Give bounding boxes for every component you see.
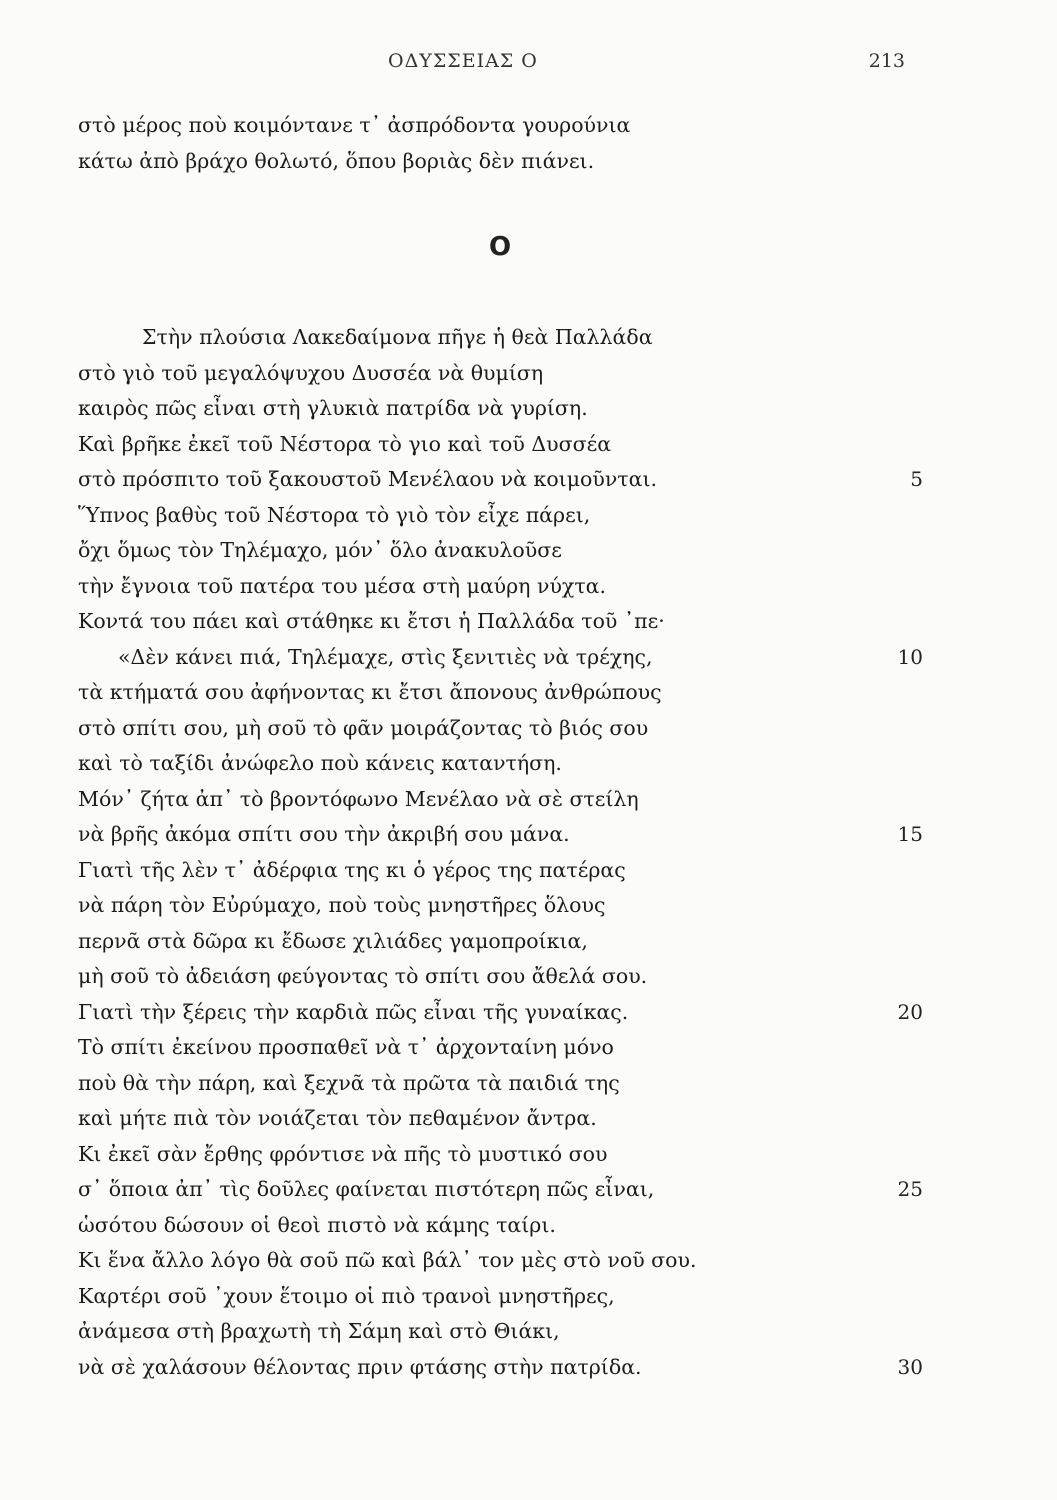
verse-line: [78, 320, 923, 356]
verse-text: ἀνάμεσα στὴ βραχωτὴ τὴ Σάμη καὶ στὸ Θιάκι,: [78, 1319, 560, 1343]
verse-text: «Δὲν κάνει πιά, Τηλέμαχε, στὶς ξενιτιὲς νὰ τρέχης,: [118, 644, 653, 669]
verse-line: [78, 746, 923, 782]
verse-line: [78, 356, 923, 392]
verse-line: [78, 604, 923, 640]
verse-block: [78, 320, 923, 1385]
verse-text: νὰ πάρη τὸν Εὐρύμαχο, ποὺ τοὺς μνηστῆρες ὅλους: [78, 893, 606, 917]
verse-text: στὸ γιὸ τοῦ μεγαλόψυχου Δυσσέα νὰ θυμίση: [78, 360, 544, 385]
line-number: 10: [897, 644, 923, 669]
verse-line: [78, 1101, 923, 1137]
verse-text: Κι ἐκεῖ σὰν ἔρθης φρόντισε νὰ πῆς τὸ μυστικό σου: [78, 1141, 608, 1166]
verse-line: [78, 1208, 923, 1244]
verse-text: Τὸ σπίτι ἐκείνου προσπαθεῖ νὰ τ᾽ ἀρχονταίνη μόνο: [78, 1035, 614, 1059]
carry-over-lines: [78, 108, 898, 179]
verse-text: κάτω ἀπὸ βράχο θολωτό, ὅπου βοριὰς δὲν πιάνει.: [78, 148, 595, 173]
verse-text: Καρτέρι σοῦ ᾽χουν ἕτοιμο οἱ πιὸ τρανοὶ μνηστῆρες,: [78, 1283, 615, 1308]
verse-line: [78, 640, 923, 676]
verse-line: [78, 1243, 923, 1279]
running-header: [0, 50, 1057, 80]
verse-line: [78, 533, 923, 569]
verse-line: [78, 391, 923, 427]
verse-text: σ᾽ ὅποια ἀπ᾽ τὶς δοῦλες φαίνεται πιστότερη πῶς εἶναι,: [78, 1177, 655, 1201]
line-number: 20: [897, 999, 923, 1024]
verse-line: [78, 782, 923, 818]
verse-text: ὡσότου δώσουν οἱ θεοὶ πιστὸ νὰ κάμης ταίρι.: [78, 1212, 556, 1237]
verse-line: [78, 1030, 923, 1066]
book-heading-letter: Ο: [488, 232, 512, 262]
verse-text: Κοντά του πάει καὶ στάθηκε κι ἔτσι ἡ Παλλάδα τοῦ ᾽πε·: [78, 609, 665, 633]
verse-text: Στὴν πλούσια Λακεδαίμονα πῆγε ἡ θεὰ Παλλάδα: [142, 325, 653, 349]
verse-line: [78, 1066, 923, 1102]
verse-text: Γιατὶ τῆς λὲν τ᾽ ἀδέρφια της κι ὁ γέρος της πατέρας: [78, 857, 626, 882]
verse-text: Κι ἕνα ἄλλο λόγο θὰ σοῦ πῶ καὶ βάλ᾽ τον μὲς στὸ νοῦ σου.: [78, 1248, 697, 1272]
line-number: 15: [897, 822, 923, 846]
verse-text: στὸ μέρος ποὺ κοιμόντανε τ᾽ ἀσπρόδοντα γουρούνια: [78, 113, 631, 137]
verse-line: [78, 1172, 923, 1208]
verse-line: [78, 108, 898, 144]
verse-line: [78, 959, 923, 995]
running-title: ΟΔΥΣΣΕΙΑΣ Ο: [388, 50, 538, 72]
verse-line: [78, 498, 923, 534]
verse-text: στὸ σπίτι σου, μὴ σοῦ τὸ φᾶν μοιράζοντας τὸ βιός σου: [78, 715, 649, 740]
verse-text: καὶ τὸ ταξίδι ἀνώφελο ποὺ κάνεις καταντήση.: [78, 751, 562, 775]
verse-line: [78, 888, 923, 924]
verse-text: τὰ κτήματά σου ἀφήνοντας κι ἔτσι ἄπονους ἀνθρώπους: [78, 680, 662, 704]
verse-text: καιρὸς πῶς εἶναι στὴ γλυκιὰ πατρίδα νὰ γυρίση.: [78, 396, 588, 420]
verse-text: Ὕπνος βαθὺς τοῦ Νέστορα τὸ γιὸ τὸν εἶχε πάρει,: [78, 502, 591, 527]
verse-text: ὄχι ὅμως τὸν Τηλέμαχο, μόν᾽ ὅλο ἀνακυλοῦσε: [78, 538, 562, 562]
verse-line: [78, 853, 923, 889]
verse-line: [78, 924, 923, 960]
verse-text: ποὺ θὰ τὴν πάρη, καὶ ξεχνᾶ τὰ πρῶτα τὰ παιδιά της: [78, 1070, 620, 1095]
line-number: 25: [897, 1177, 923, 1201]
page-number: 213: [868, 50, 905, 72]
verse-line: [78, 1350, 923, 1386]
verse-text: Καὶ βρῆκε ἐκεῖ τοῦ Νέστορα τὸ γιο καὶ τοῦ Δυσσέα: [78, 431, 612, 456]
verse-text: νὰ σὲ χαλάσουν θέλοντας πριν φτάσης στὴν πατρίδα.: [78, 1354, 642, 1379]
verse-text: καὶ μήτε πιὰ τὸν νοιάζεται τὸν πεθαμένον ἄντρα.: [78, 1106, 597, 1130]
verse-line: [78, 427, 923, 463]
verse-text: Γιατὶ τὴν ξέρεις τὴν καρδιὰ πῶς εἶναι τῆς γυναίκας.: [78, 999, 629, 1024]
verse-line: [78, 462, 923, 498]
verse-text: Μόν᾽ ζήτα ἀπ᾽ τὸ βροντόφωνο Μενέλαο νὰ σὲ στείλη: [78, 786, 639, 811]
verse-line: [78, 711, 923, 747]
verse-text: περνᾶ στὰ δῶρα κι ἔδωσε χιλιάδες γαμοπροίκια,: [78, 928, 588, 953]
line-number: 30: [897, 1354, 923, 1379]
verse-line: [78, 569, 923, 605]
verse-text: τὴν ἔγνοια τοῦ πατέρα του μέσα στὴ μαύρη νύχτα.: [78, 573, 607, 598]
verse-line: [78, 1137, 923, 1173]
verse-text: νὰ βρῆς ἀκόμα σπίτι σου τὴν ἀκριβή σου μάνα.: [78, 822, 570, 846]
verse-text: στὸ πρόσπιτο τοῦ ξακουστοῦ Μενέλαου νὰ κοιμοῦνται.: [78, 467, 658, 491]
verse-line: [78, 1279, 923, 1315]
line-number: 5: [910, 467, 923, 491]
verse-line: [78, 144, 898, 180]
verse-line: [78, 995, 923, 1031]
verse-line: [78, 675, 923, 711]
verse-line: [78, 817, 923, 853]
verse-line: [78, 1314, 923, 1350]
verse-text: μὴ σοῦ τὸ ἀδειάση φεύγοντας τὸ σπίτι σου ἄθελά σου.: [78, 964, 648, 988]
